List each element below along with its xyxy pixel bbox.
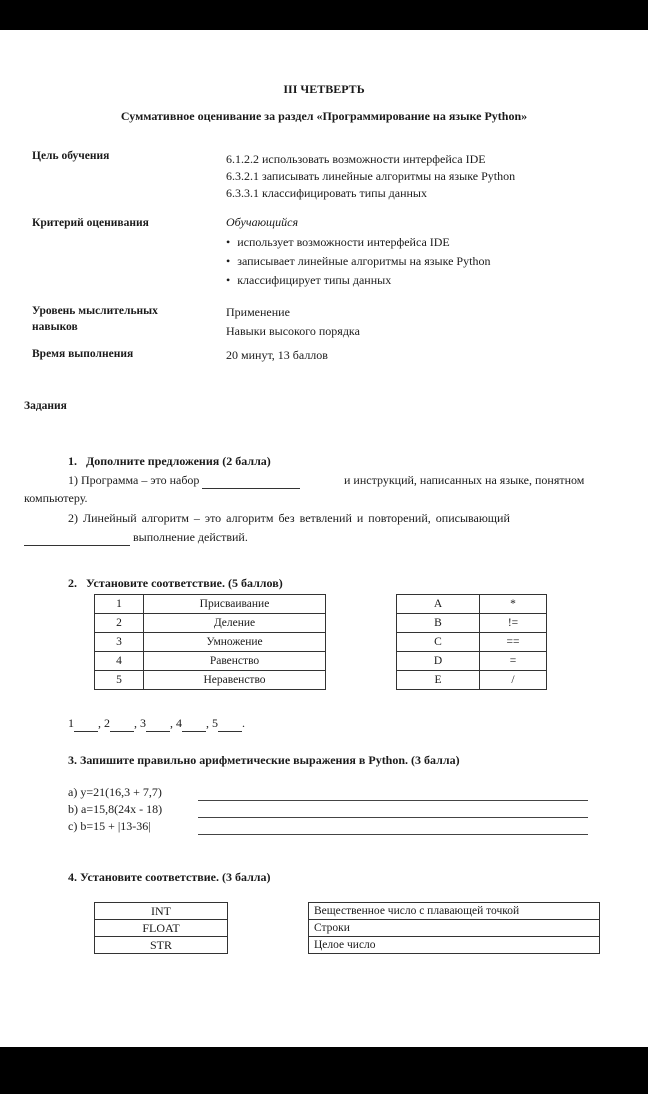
table-cell: A xyxy=(397,595,480,614)
table-row xyxy=(397,633,547,652)
table-row xyxy=(309,920,600,937)
table-cell: 1 xyxy=(95,595,144,614)
table-row xyxy=(95,937,228,954)
task3-item-b: b) a=15,8(24x - 18) xyxy=(68,802,163,816)
goal-item: 6.3.2.1 записывать линейные алгоритмы на языке Python xyxy=(226,169,516,183)
task2-answers: 1 , 2 , 3 , 4 , 5 . xyxy=(68,716,245,730)
skill-item: Применение xyxy=(226,305,290,319)
table-cell: 2 xyxy=(95,614,144,633)
descriptions-table xyxy=(308,902,600,954)
table-row xyxy=(95,671,326,690)
table-cell: D xyxy=(397,652,480,671)
table-row xyxy=(95,652,326,671)
table-row xyxy=(95,633,326,652)
table-cell: INT xyxy=(95,903,228,920)
table-cell: STR xyxy=(95,937,228,954)
goal-item: 6.3.3.1 классифицировать типы данных xyxy=(226,186,427,200)
table-row xyxy=(309,937,600,954)
table-cell: Равенство xyxy=(144,652,326,671)
skills-label-cont: навыков xyxy=(32,321,78,333)
table-cell: E xyxy=(397,671,480,690)
table-cell: 5 xyxy=(95,671,144,690)
table-row xyxy=(397,614,547,633)
time-value: 20 минут, 13 баллов xyxy=(226,348,328,362)
symbols-table xyxy=(396,594,547,690)
table-cell: Строки xyxy=(309,920,600,937)
table-cell: 3 xyxy=(95,633,144,652)
task1-sentence1: 1) Программа – это набор xyxy=(68,473,300,489)
table-row xyxy=(397,652,547,671)
table-cell: != xyxy=(480,614,547,633)
answer-blank[interactable] xyxy=(74,716,98,732)
task2-title: 2. Установите соответствие. (5 баллов) xyxy=(68,576,283,590)
task4-title: 4. Установите соответствие. (3 балла) xyxy=(68,870,271,884)
tasks-heading: Задания xyxy=(24,400,67,412)
table-cell: B xyxy=(397,614,480,633)
types-table xyxy=(94,902,228,954)
criteria-intro: Обучающийся xyxy=(226,215,299,229)
table-row xyxy=(95,920,228,937)
answer-line-b[interactable] xyxy=(198,817,588,818)
task3-title: 3. Запишите правильно арифметические выражения в Python. (3 балла) xyxy=(68,753,460,767)
task1-sentence1-end: и инструкций, написанных на языке, понятном xyxy=(344,473,585,487)
quarter-title: III ЧЕТВЕРТЬ xyxy=(283,82,365,96)
answer-blank[interactable] xyxy=(146,716,170,732)
criteria-item: • классифицирует типы данных xyxy=(226,273,391,288)
answer-blank[interactable] xyxy=(182,716,206,732)
table-cell: Вещественное число с плавающей точкой xyxy=(309,903,600,920)
answer-blank[interactable] xyxy=(110,716,134,732)
table-row xyxy=(95,903,228,920)
task3-item-c: c) b=15 + |13-36| xyxy=(68,819,151,833)
table-row xyxy=(95,595,326,614)
table-cell: == xyxy=(480,633,547,652)
time-label: Время выполнения xyxy=(32,348,134,360)
table-cell: Целое число xyxy=(309,937,600,954)
task3-item-a: a) y=21(16,3 + 7,7) xyxy=(68,785,162,799)
task1-sentence1-cont: компьютеру. xyxy=(24,491,88,505)
skills-label: Уровень мыслительных xyxy=(32,305,158,317)
task1-title: 1. Дополните предложения (2 балла) xyxy=(68,454,271,468)
table-row xyxy=(309,903,600,920)
answer-line-a[interactable] xyxy=(198,800,588,801)
blank-answer[interactable] xyxy=(202,473,300,489)
operations-table xyxy=(94,594,326,690)
table-cell: C xyxy=(397,633,480,652)
table-cell: FLOAT xyxy=(95,920,228,937)
table-cell: Присваивание xyxy=(144,595,326,614)
answer-blank[interactable] xyxy=(218,716,242,732)
table-row xyxy=(397,595,547,614)
table-cell: Деление xyxy=(144,614,326,633)
answer-line-c[interactable] xyxy=(198,834,588,835)
blank-answer[interactable] xyxy=(24,530,130,546)
criteria-label: Критерий оценивания xyxy=(32,217,149,229)
task1-sentence2: 2) Линейный алгоритм – это алгоритм без ветвлений и повторений, описывающий xyxy=(68,511,510,525)
table-cell: Неравенство xyxy=(144,671,326,690)
table-row xyxy=(397,671,547,690)
skill-item: Навыки высокого порядка xyxy=(226,324,360,338)
goal-label: Цель обучения xyxy=(32,150,110,162)
document-page xyxy=(0,30,648,1047)
table-cell: Умножение xyxy=(144,633,326,652)
table-row xyxy=(95,614,326,633)
criteria-item: • записывает линейные алгоритмы на языке Python xyxy=(226,254,490,269)
subtitle: Суммативное оценивание за раздел «Программирование на языке Python» xyxy=(120,109,528,123)
table-cell: / xyxy=(480,671,547,690)
table-cell: = xyxy=(480,652,547,671)
task1-sentence2-cont: выполнение действий. xyxy=(24,530,248,546)
criteria-item: • использует возможности интерфейса IDE xyxy=(226,235,450,250)
goal-item: 6.1.2.2 использовать возможности интерфейса IDE xyxy=(226,152,486,166)
table-cell: * xyxy=(480,595,547,614)
table-cell: 4 xyxy=(95,652,144,671)
